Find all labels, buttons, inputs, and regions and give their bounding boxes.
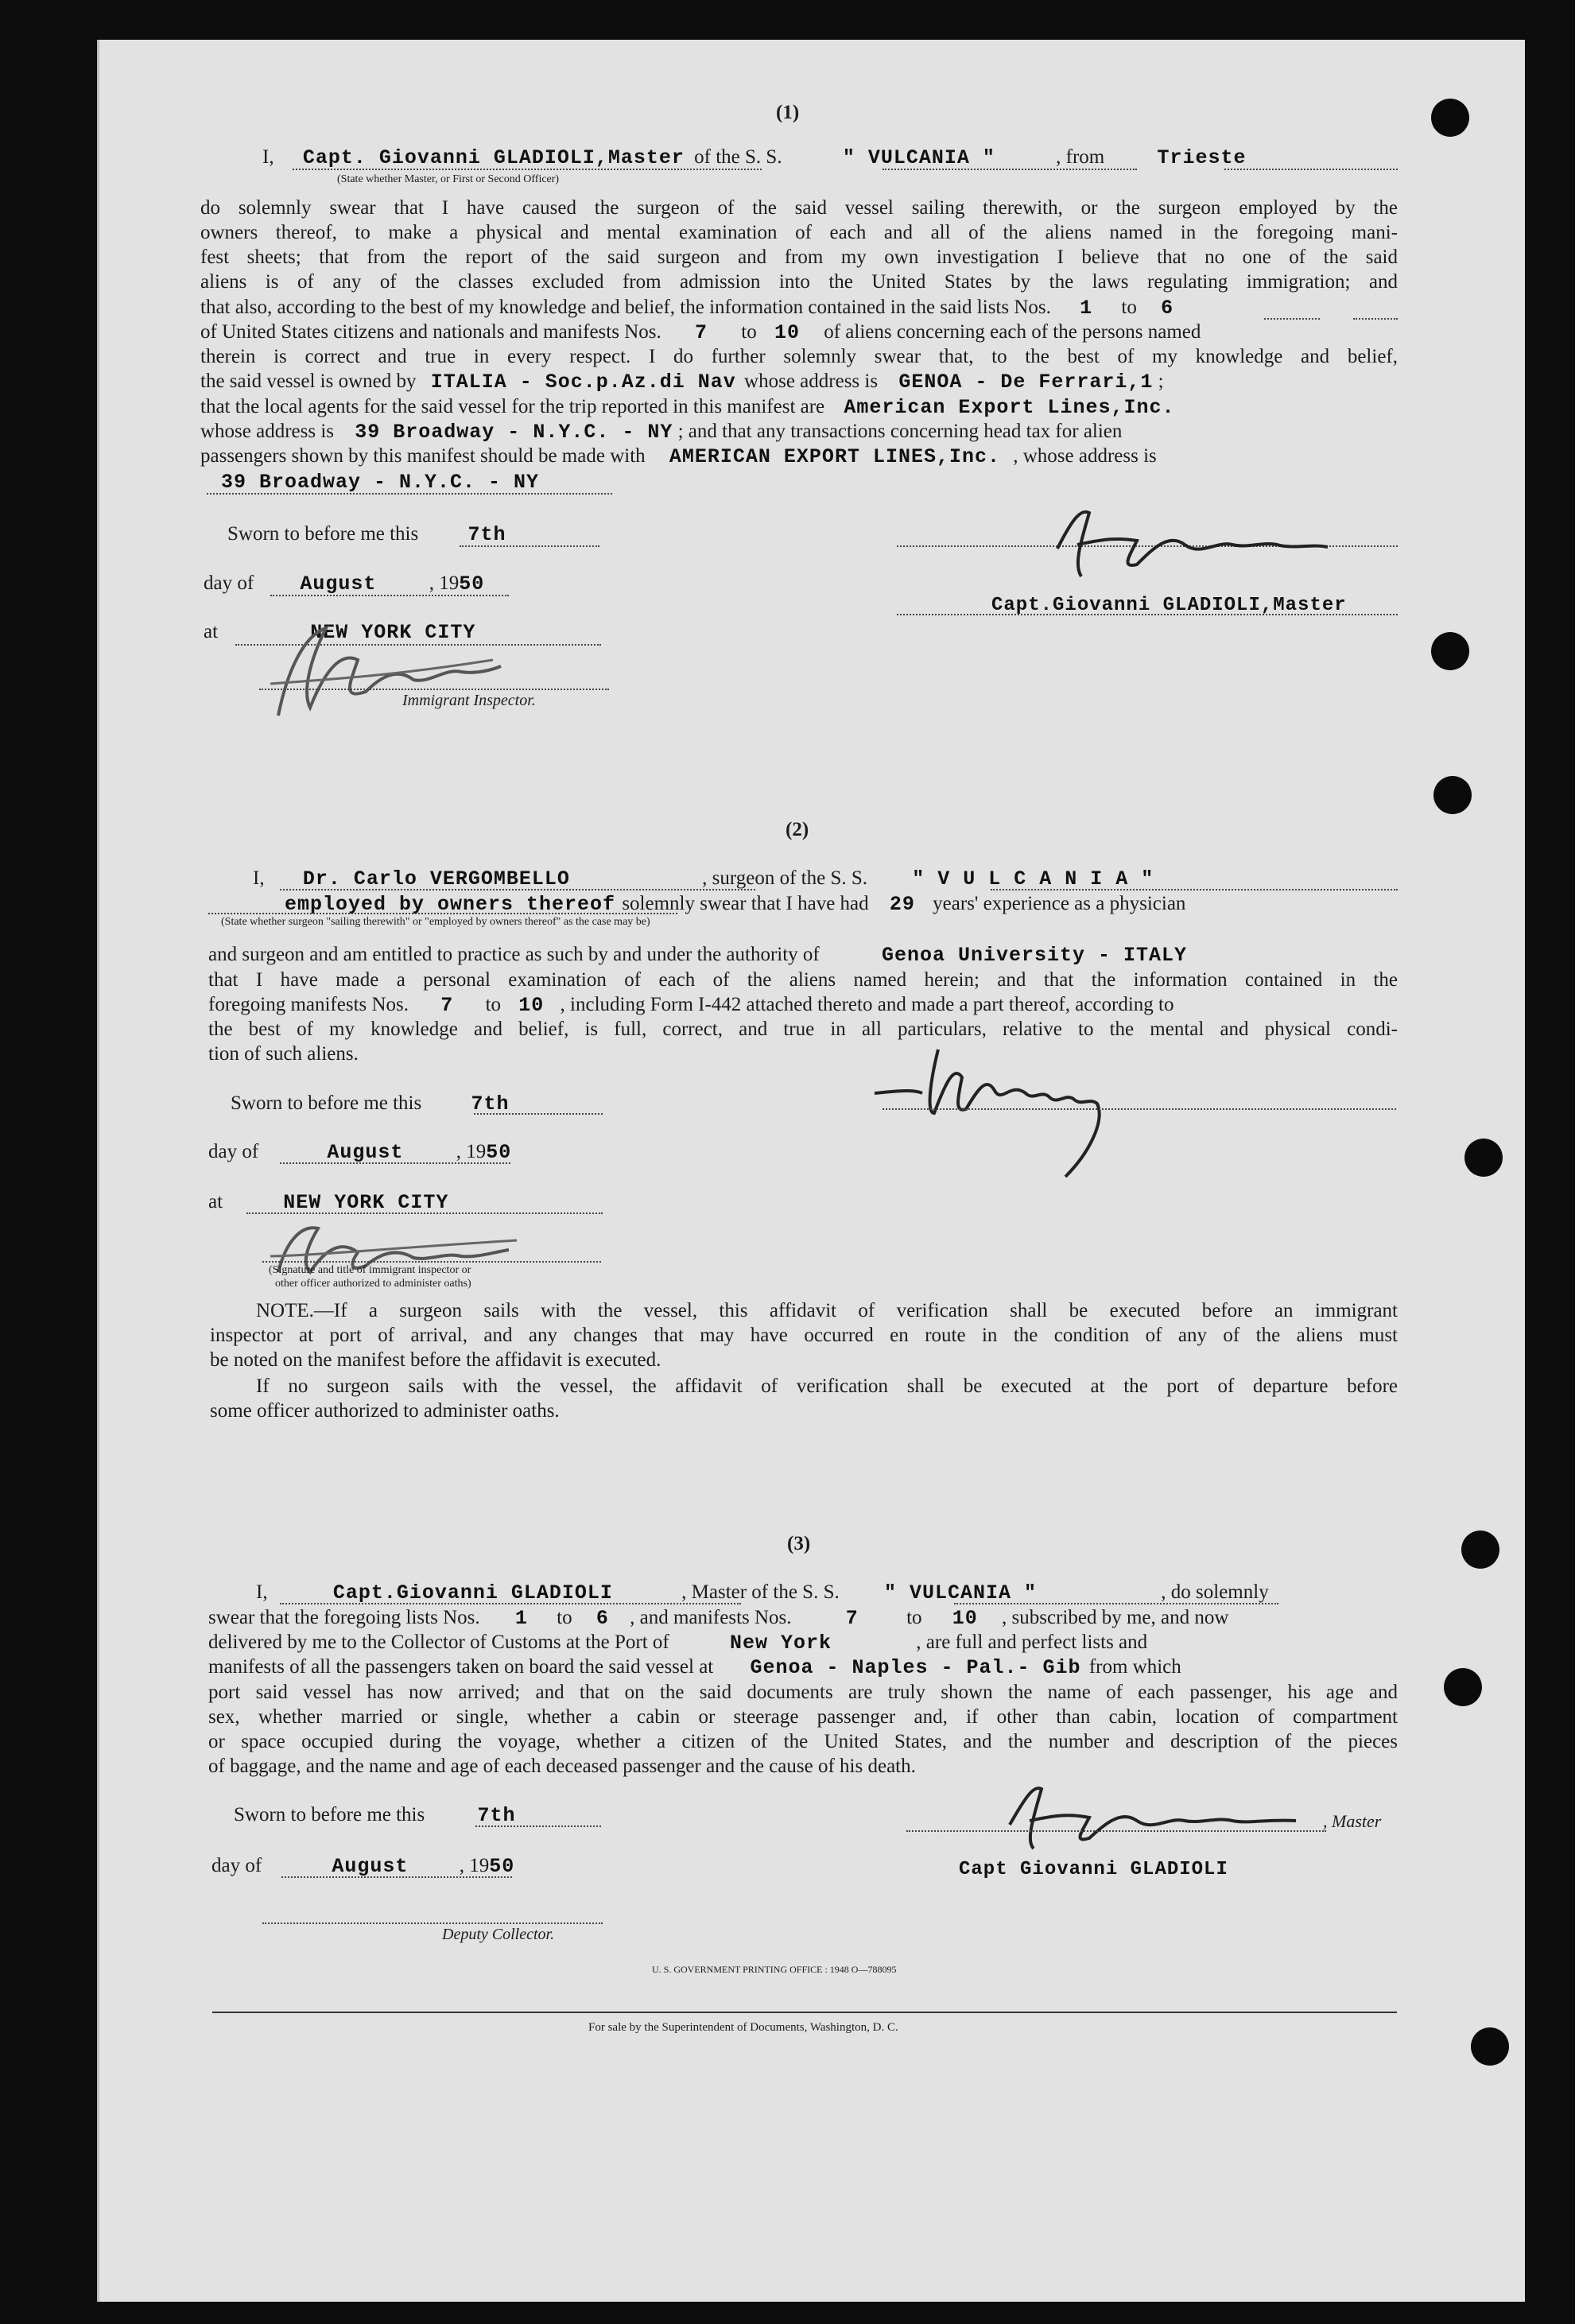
s2-note-line: If no surgeon sails with the vessel, the affidavit of verification shall be executed at the port of departure before — [256, 1375, 1398, 1397]
s1-at-label: at — [204, 621, 219, 642]
s1-from-port: Trieste — [1157, 146, 1247, 169]
fill-line — [1353, 318, 1398, 320]
s2-authority: Genoa University - ITALY — [882, 944, 1188, 967]
s2-form-tail: , including Form I-442 attached thereto and made a part thereof, according to — [560, 994, 1174, 1015]
s3-sworn-label: Sworn to before me this — [234, 1804, 425, 1825]
s3-to-word: to — [557, 1607, 572, 1628]
fill-line — [262, 1922, 603, 1924]
s3-port: New York — [730, 1631, 832, 1655]
s1-agents-address-line — [200, 420, 1122, 444]
s2-swear-text: solemnly swear that I have had — [622, 893, 869, 914]
fill-line — [897, 614, 1398, 615]
s3-body-line: sex, whether married or single, whether a cabin or steerage passenger and, if other than cabin, location of compartment — [208, 1706, 1398, 1728]
s3-year: 50 — [489, 1855, 515, 1878]
s2-year-prefix: , 19 — [456, 1141, 487, 1162]
s3-pre-name: I, — [256, 1581, 268, 1603]
s1-owner: ITALIA - Soc.p.Az.di Nav — [430, 371, 736, 394]
s1-manifests-from: 7 — [695, 321, 708, 344]
s2-day-of: day of — [208, 1141, 259, 1162]
s1-agents: American Export Lines,Inc. — [844, 396, 1175, 419]
s2-sworn-line — [231, 1092, 510, 1116]
fill-line — [883, 169, 1137, 170]
fill-line — [270, 595, 509, 596]
s2-surgeon-name: Dr. Carlo VERGOMBELLO — [302, 867, 570, 890]
s1-whose-address: whose address is — [744, 371, 879, 392]
s3-port-line — [208, 1631, 1147, 1655]
s3-manifests-label: manifests of all the passengers taken on board the said vessel at — [208, 1656, 714, 1678]
s1-from-label: , from — [1056, 146, 1105, 168]
fill-line — [208, 913, 677, 914]
s1-agents-label: that the local agents for the said vessel for the trip reported in this manifest are — [200, 396, 825, 417]
s1-sworn-label: Sworn to before me this — [227, 523, 419, 545]
s2-manifests-from: 7 — [440, 994, 454, 1017]
s3-from-which: from which — [1088, 1656, 1181, 1678]
s1-year: 50 — [459, 572, 485, 596]
s1-headtax-agent: AMERICAN EXPORT LINES,Inc. — [669, 445, 1000, 468]
s3-subscribed: , subscribed by me, and now — [1002, 1607, 1229, 1628]
punch-hole — [1431, 632, 1469, 670]
s3-month: August — [332, 1855, 409, 1878]
s1-master-name: Capt. Giovanni GLADIOLI,Master — [302, 146, 685, 169]
s1-lists-from: 1 — [1080, 297, 1093, 320]
s3-and-manifests: , and manifests Nos. — [630, 1607, 792, 1628]
s2-at-label: at — [208, 1191, 223, 1212]
fill-line — [280, 889, 755, 890]
s1-place: NEW YORK CITY — [310, 621, 476, 644]
s1-body-line: therein is correct and true in every respect. I do further solemnly swear that, to the best of my knowledge and belief, — [200, 346, 1398, 367]
punch-hole — [1444, 1668, 1482, 1706]
fill-line — [262, 1261, 601, 1263]
s3-signer-line — [959, 1856, 1228, 1882]
s2-body-line: that I have made a personal examination of each of the aliens named herein; and that the information contained in the — [208, 969, 1398, 991]
s2-years: 29 — [889, 893, 915, 916]
s1-state-note: (State whether Master, or First or Second Officer) — [337, 173, 560, 185]
s2-body-line: tion of such aliens. — [208, 1043, 359, 1065]
fill-line — [1264, 318, 1320, 320]
s2-sig-caption-1: (Signature and title of immigrant inspector or — [269, 1264, 471, 1276]
s3-manifests-to: 10 — [952, 1607, 978, 1630]
s3-body-line: port said vessel has now arrived; and that on the said documents are truly shown the name of each passenger, his age and — [208, 1682, 1398, 1703]
s2-authority-line — [208, 943, 1187, 968]
s1-body-line: aliens is of any of the classes excluded from admission into the United States by the laws regulating immigration; and — [200, 271, 1398, 293]
s1-year-prefix: , 19 — [429, 572, 460, 594]
section-number: (2) — [786, 819, 809, 840]
fill-line — [474, 1113, 603, 1115]
s3-ports-line — [208, 1655, 1181, 1680]
s1-headtax-address: 39 Broadway - N.Y.C. - NY — [221, 471, 540, 494]
s2-years-tail: years' experience as a physician — [933, 893, 1186, 914]
s1-date-line — [204, 572, 484, 596]
s1-agents-address: 39 Broadway - N.Y.C. - NY — [355, 421, 673, 444]
s1-agents-line — [200, 395, 1174, 420]
fill-line — [991, 889, 1398, 890]
s1-sworn-line — [227, 522, 506, 547]
s2-body-line: the best of my knowledge and belief, is full, correct, and true in all particulars, relative to the mental and physical condi- — [208, 1018, 1398, 1040]
punch-hole — [1471, 2027, 1509, 2066]
s2-surgeon-of: , surgeon of the S. S. — [702, 867, 868, 889]
s2-header-line — [253, 867, 1154, 891]
s1-vessel-name: " VULCANIA " — [842, 146, 995, 169]
s3-solemnly: , do solemnly — [1161, 1581, 1269, 1603]
s1-body-line: do solemnly swear that I have caused the surgeon of the said vessel sailing therewith, or the surgeon employed by the — [200, 197, 1398, 219]
s1-aliens-tail: of aliens concerning each of the persons named — [824, 321, 1201, 343]
s2-month: August — [327, 1141, 404, 1164]
s2-note-line: inspector at port of arrival, and any changes that may have occurred en route in the condition of any of the aliens must — [210, 1325, 1398, 1346]
fill-line — [906, 1830, 1326, 1832]
s3-lists-line — [208, 1606, 1228, 1631]
fill-line — [883, 1108, 1396, 1110]
s2-manifests-label: foregoing manifests Nos. — [208, 994, 409, 1015]
s1-body-line: that also, according to the best of my knowledge and belief, the information contained in the said lists Nos. — [200, 297, 1051, 318]
s1-headtax-address-line — [221, 470, 539, 495]
s3-manifests-from: 7 — [845, 1607, 859, 1630]
s3-sworn-line — [234, 1803, 516, 1828]
s1-owned-by-label: the said vessel is owned by — [200, 371, 417, 392]
s1-owner-line — [200, 370, 1164, 394]
gpo-imprint: U. S. GOVERNMENT PRINTING OFFICE : 1948 O—788095 — [652, 1964, 897, 1975]
s1-of-ss: of the S. S. — [694, 146, 782, 168]
s2-year: 50 — [486, 1141, 512, 1164]
s2-date-line — [208, 1140, 511, 1165]
s3-full-perfect: , are full and perfect lists and — [916, 1631, 1148, 1653]
s1-body-line: fest sheets; that from the report of the said surgeon and from my own investigation I believe that no one of the said — [200, 246, 1398, 268]
s3-vessel-name: " VULCANIA " — [884, 1581, 1038, 1604]
s2-note-line: some officer authorized to administer oaths. — [210, 1400, 560, 1422]
s2-pre-name: I, — [253, 867, 265, 889]
s1-headtax-line — [200, 444, 1157, 469]
s1-month: August — [300, 572, 377, 596]
s3-lists-to: 6 — [595, 1607, 609, 1630]
s1-manifests-line — [200, 320, 1201, 345]
s2-manifests-line — [208, 993, 1173, 1018]
s3-to-word-2: to — [906, 1607, 922, 1628]
s2-authority-label: and surgeon and am entitled to practice as such by and under the authority of — [208, 944, 820, 965]
s3-day-of: day of — [211, 1855, 262, 1876]
punch-hole — [1433, 776, 1472, 814]
fill-line — [293, 169, 762, 170]
punch-hole — [1431, 99, 1469, 137]
s2-vessel-name: " V U L C A N I A " — [912, 867, 1154, 890]
footer-rule — [212, 2012, 1397, 2013]
fill-line — [475, 1825, 601, 1827]
fill-line — [460, 545, 599, 547]
fill-line — [280, 1162, 510, 1164]
s1-lists-to: 6 — [1161, 297, 1174, 320]
s3-body-line: of baggage, and the name and age of each deceased passenger and the cause of his death. — [208, 1756, 916, 1777]
s1-to-word: to — [1121, 297, 1137, 318]
fill-line — [1224, 169, 1398, 170]
s2-sworn-day: 7th — [471, 1092, 510, 1115]
s1-header-line — [262, 145, 1247, 170]
s2-to-word: to — [485, 994, 502, 1015]
s1-manifests-to: 10 — [774, 321, 800, 344]
s3-delivered-label: delivered by me to the Collector of Customs at the Port of — [208, 1631, 669, 1653]
s3-collector-caption: Deputy Collector. — [442, 1926, 555, 1943]
punch-hole — [1464, 1139, 1503, 1177]
s3-year-prefix: , 19 — [459, 1855, 490, 1876]
s3-sworn-day: 7th — [477, 1804, 516, 1827]
s2-state-note: (State whether surgeon "sailing therewith" or "employed by owners thereof" as the case may be) — [221, 916, 650, 928]
s1-day-of: day of — [204, 572, 254, 594]
s2-place: NEW YORK CITY — [283, 1191, 449, 1214]
s1-headtax-tail: ; and that any transactions concerning head tax for alien — [677, 421, 1123, 442]
s1-inspector-caption: Immigrant Inspector. — [402, 692, 536, 709]
s3-signer: Capt Giovanni GLADIOLI — [959, 1859, 1228, 1880]
fill-line — [259, 689, 609, 690]
s1-inspector-signature — [254, 604, 509, 739]
s1-passengers-label: passengers shown by this manifest should be made with — [200, 445, 646, 467]
s3-master-caption: , Master — [1323, 1811, 1382, 1831]
s2-employment: employed by owners thereof — [285, 893, 616, 916]
fill-line — [954, 1603, 1278, 1604]
sale-notice: For sale by the Superintendent of Documents, Washington, D. C. — [588, 2021, 898, 2034]
s2-sworn-label: Sworn to before me this — [231, 1092, 422, 1114]
s1-body-line: of United States citizens and nationals and manifests Nos. — [200, 321, 661, 343]
fill-line — [280, 1603, 741, 1604]
s2-note-line: be noted on the manifest before the affidavit is executed. — [210, 1349, 661, 1371]
s1-to-word: to — [741, 321, 757, 343]
punch-hole — [1461, 1531, 1499, 1569]
s3-body-line: or space occupied during the voyage, whether a citizen of the United States, and the number and description of the pieces — [208, 1731, 1398, 1752]
s2-note-line: NOTE.—If a surgeon sails with the vessel, this affidavit of verification shall be executed before an immigrant — [256, 1300, 1398, 1321]
s1-lists-line — [200, 296, 1173, 320]
s1-master-signature — [1042, 501, 1360, 588]
s1-signer: Capt.Giovanni GLADIOLI,Master — [991, 595, 1347, 616]
s3-lists-from: 1 — [514, 1607, 528, 1630]
section-number: (1) — [776, 102, 800, 123]
s3-master-of: , Master of the S. S. — [681, 1581, 840, 1603]
semicolon: ; — [1158, 371, 1164, 392]
s3-date-line — [211, 1854, 514, 1879]
s1-owner-address: GENOA - De Ferrari,1 — [898, 371, 1154, 394]
s2-manifests-to: 10 — [518, 994, 545, 1017]
fill-line — [207, 493, 612, 495]
fill-line — [281, 1876, 512, 1878]
s3-ports-taken: Genoa - Naples - Pal.- Gib — [750, 1656, 1081, 1679]
s1-pre-name: I, — [262, 146, 274, 168]
s3-master-signature — [978, 1773, 1312, 1860]
s1-whose-address2: , whose address is — [1013, 445, 1157, 467]
section-number: (3) — [787, 1533, 811, 1554]
s1-body-line: owners thereof, to make a physical and mental examination of each and all of the aliens named in the foregoing mani- — [200, 222, 1398, 243]
s1-sworn-day: 7th — [467, 523, 506, 546]
s3-header-line — [256, 1581, 1269, 1605]
s3-master-name: Capt.Giovanni GLADIOLI — [332, 1581, 613, 1604]
s1-agents-addr-label: whose address is — [200, 421, 335, 442]
s2-sig-caption-2: other officer authorized to administer oaths) — [275, 1278, 471, 1290]
s3-swear-label: swear that the foregoing lists Nos. — [208, 1607, 480, 1628]
